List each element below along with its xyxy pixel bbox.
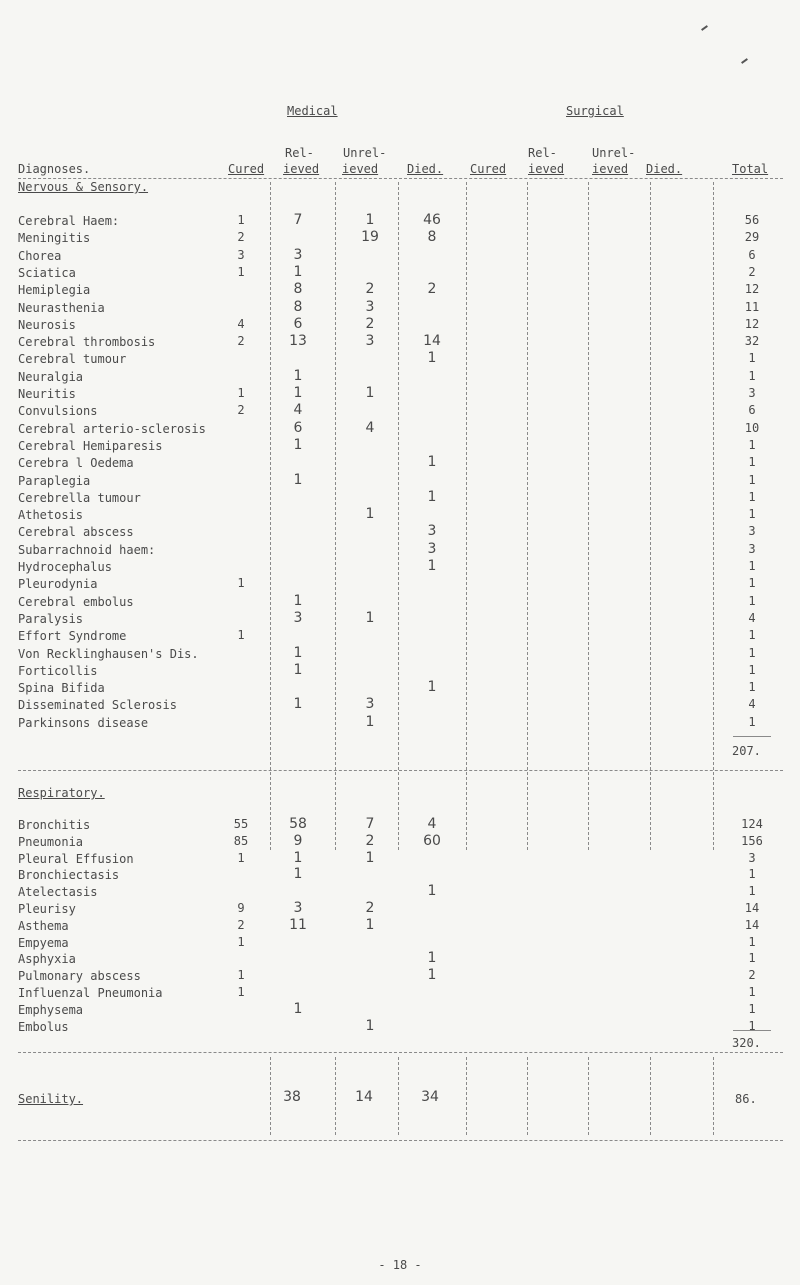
cell-total: 1 (748, 884, 756, 899)
cell-rel: 1 (293, 696, 303, 713)
col-divider (650, 1057, 651, 1135)
cell-unrel: 1 (365, 506, 375, 523)
diagnosis-name: Neuritis (18, 387, 76, 401)
cell-total: 4 (748, 697, 756, 712)
cell-total: 1 (748, 489, 756, 504)
cell-died: 1 (427, 350, 437, 367)
section-title-senility: Senility. (18, 1092, 84, 1106)
diagnosis-name: Pneumonia (18, 834, 84, 849)
diagnosis-name: Sciatica (18, 265, 76, 280)
cell-cured: 2 (237, 403, 245, 418)
cell-cured: 1 (237, 213, 245, 227)
cell-total: 4 (748, 610, 756, 625)
cell-rel: 58 (289, 816, 307, 832)
diagnosis-name: Paraplegia (18, 473, 91, 488)
cell-unrel: 1 (365, 609, 375, 626)
s-col-unrelieved-bottom: ieved (592, 162, 629, 176)
col-divider (713, 182, 714, 850)
cell-rel: 1 (293, 385, 303, 401)
cell-unrel: 1 (365, 1017, 375, 1034)
diagnosis-name: Neurosis (18, 317, 76, 332)
cell-unrel: 19 (361, 229, 379, 246)
diagnosis-name: Disseminated Sclerosis (18, 698, 177, 713)
diagnosis-name: Cerebral abscess (18, 525, 134, 540)
diagnosis-name: Subarrachnoid haem: (18, 542, 156, 557)
cell-cured: 1 (237, 985, 245, 999)
cell-total: 1 (748, 368, 756, 383)
diagnosis-name: Hemiplegia (18, 283, 91, 298)
col-total: Total (732, 162, 769, 176)
diagnosis-name: Cerebral arterio-sclerosis (18, 421, 206, 436)
cell-died: 4 (427, 816, 437, 832)
diagnosis-name: Pleurodynia (18, 577, 98, 592)
section-title-respiratory: Respiratory. (18, 786, 105, 800)
diagnosis-name: Cerebra l Oedema (18, 456, 134, 471)
col-divider (588, 182, 589, 850)
cell-cured: 1 (237, 850, 245, 865)
subtotal-rule (733, 736, 771, 737)
cell-total: 2 (748, 968, 756, 983)
cell-cured: 4 (237, 316, 245, 331)
senility-total: 86. (735, 1092, 757, 1106)
cell-cured: 1 (237, 576, 245, 591)
cell-total: 14 (744, 917, 760, 932)
cell-total: 1 (748, 455, 756, 470)
diagnosis-name: Cerebral thrombosis (18, 335, 156, 350)
s-col-relieved-bottom: ieved (528, 162, 565, 176)
diagnosis-name: Von Recklinghausen's Dis. (18, 646, 199, 661)
col-divider (466, 182, 467, 850)
diagnosis-name: Cerebral embolus (18, 594, 134, 609)
cell-total: 1 (748, 985, 756, 999)
header-rule (18, 178, 783, 179)
col-divider (335, 1057, 336, 1135)
cell-died: 1 (427, 883, 437, 900)
diagnosis-name: Bronchitis (18, 818, 91, 832)
cell-rel: 6 (293, 419, 303, 436)
cell-cured: 55 (233, 817, 249, 831)
cell-unrel: 4 (365, 419, 375, 436)
col-relieved-top: Rel- (285, 146, 314, 160)
diagnosis-name: Influenzal Pneumonia (18, 986, 163, 1000)
diagnosis-name: Pleurisy (18, 902, 76, 916)
cell-cured: 2 (237, 334, 245, 349)
diagnosis-name: Atelectasis (18, 885, 98, 900)
col-divider (270, 1057, 271, 1135)
section-title-nervous: Nervous & Sensory. (18, 180, 149, 194)
diagnosis-name: Empyema (18, 935, 69, 950)
cell-total: 1 (748, 472, 756, 487)
diagnosis-name: Effort Syndrome (18, 629, 127, 644)
cell-rel: 6 (293, 315, 303, 332)
cell-unrel: 2 (365, 281, 375, 298)
cell-cured: 1 (237, 628, 245, 643)
s-col-cured: Cured (470, 162, 507, 176)
cell-total: 3 (748, 386, 756, 400)
diagnosis-name: Paralysis (18, 611, 84, 626)
cell-cured: 2 (237, 917, 245, 932)
section-rule (18, 770, 783, 771)
diagnosis-name: Asthema (18, 918, 69, 933)
cell-total: 14 (744, 901, 760, 915)
diagnosis-name: Pleural Effusion (18, 851, 134, 866)
cell-rel: 8 (293, 298, 303, 315)
cell-total: 1 (748, 559, 756, 573)
cell-rel: 7 (293, 212, 303, 228)
cell-total: 1 (748, 951, 756, 966)
cell-total: 1 (748, 593, 756, 608)
nervous-subtotal: 207. (732, 744, 761, 758)
cell-died: 3 (427, 540, 437, 557)
diagnosis-name: Spina Bifida (18, 681, 105, 696)
cell-rel: 4 (293, 402, 303, 419)
cell-total: 1 (748, 437, 756, 452)
cell-unrel: 3 (365, 696, 375, 713)
cell-rel: 1 (293, 436, 303, 453)
senility-died: 34 (421, 1089, 439, 1105)
cell-died: 1 (427, 679, 437, 696)
cell-total: 1 (748, 507, 756, 522)
diagnosis-name: Cerebral tumour (18, 352, 127, 367)
cell-rel: 3 (293, 246, 303, 263)
cell-total: 12 (744, 282, 760, 297)
cell-unrel: 1 (365, 212, 375, 228)
col-divider (713, 1057, 714, 1135)
cell-died: 1 (427, 967, 437, 984)
cell-total: 10 (744, 420, 760, 435)
diagnosis-name: Convulsions (18, 404, 98, 419)
diagnosis-name: Hydrocephalus (18, 560, 112, 574)
cell-died: 2 (427, 281, 437, 298)
cell-total: 11 (744, 299, 760, 314)
cell-unrel: 1 (365, 849, 375, 866)
cell-rel: 1 (293, 644, 303, 661)
diagnosis-name: Cerebral Haem: (18, 214, 120, 228)
cell-died: 60 (423, 832, 441, 849)
col-divider (527, 1057, 528, 1135)
diagnoses-heading: Diagnoses. (18, 162, 91, 176)
cell-total: 124 (741, 817, 763, 831)
cell-unrel: 1 (365, 385, 375, 401)
diagnosis-name: Chorea (18, 248, 62, 263)
cell-died: 1 (427, 488, 437, 505)
col-relieved-bottom: ieved (283, 162, 320, 176)
cell-total: 1 (748, 351, 756, 366)
cell-total: 1 (748, 645, 756, 660)
cell-rel: 1 (293, 471, 303, 488)
subtotal-rule (733, 1030, 771, 1031)
cell-rel: 3 (293, 609, 303, 626)
col-divider (335, 182, 336, 850)
col-divider (588, 1057, 589, 1135)
cell-unrel: 1 (365, 916, 375, 933)
col-unrelieved-bottom: ieved (342, 162, 379, 176)
cell-total: 29 (744, 230, 760, 245)
cell-rel: 9 (293, 832, 303, 849)
diagnosis-name: Neurasthenia (18, 300, 105, 315)
s-col-unrelieved-top: Unrel- (592, 146, 636, 160)
cell-cured: 85 (233, 833, 249, 848)
cell-total: 156 (741, 833, 763, 848)
diagnosis-name: Bronchiectasis (18, 868, 120, 883)
cell-unrel: 2 (365, 832, 375, 849)
cell-unrel: 2 (365, 900, 375, 916)
group-surgical-heading: Surgical (566, 104, 624, 118)
cell-died: 1 (427, 950, 437, 967)
col-unrelieved-top: Unrel- (343, 146, 387, 160)
cell-cured: 1 (237, 934, 245, 949)
cell-died: 14 (423, 333, 441, 350)
cell-total: 3 (748, 541, 756, 556)
cell-total: 1 (748, 576, 756, 591)
group-medical-heading: Medical (287, 104, 338, 118)
cell-rel: 8 (293, 281, 303, 298)
cell-rel: 1 (293, 661, 303, 678)
s-col-relieved-top: Rel- (528, 146, 557, 160)
cell-rel: 1 (293, 1000, 303, 1017)
section-rule (18, 1052, 783, 1053)
col-cured: Cured (228, 162, 265, 176)
diagnosis-name: Parkinsons disease (18, 715, 149, 730)
diagnosis-name: Cerebral Hemiparesis (18, 438, 163, 453)
col-divider (466, 1057, 467, 1135)
cell-died: 1 (427, 454, 437, 471)
cell-total: 2 (748, 264, 756, 279)
cell-total: 1 (748, 1018, 756, 1033)
page-number: - 18 - (378, 1258, 422, 1272)
cell-total: 12 (744, 316, 760, 331)
col-died: Died. (407, 162, 444, 176)
cell-unrel: 3 (365, 333, 375, 350)
cell-rel: 1 (293, 849, 303, 866)
cell-total: 1 (748, 867, 756, 882)
cell-unrel: 2 (365, 315, 375, 332)
cell-died: 46 (423, 212, 441, 228)
cell-total: 1 (748, 662, 756, 677)
cell-rel: 1 (293, 367, 303, 384)
cell-unrel: 3 (365, 298, 375, 315)
cell-total: 6 (748, 403, 756, 418)
diagnosis-name: Athetosis (18, 508, 84, 523)
cell-total: 32 (744, 334, 760, 349)
cell-total: 3 (748, 524, 756, 539)
bottom-rule (18, 1140, 783, 1141)
cell-unrel: 1 (365, 713, 375, 730)
diagnosis-name: Embolus (18, 1019, 69, 1034)
cell-unrel: 7 (365, 816, 375, 832)
diagnosis-name: Asphyxia (18, 952, 76, 967)
cell-total: 6 (748, 247, 756, 262)
diagnosis-name: Forticollis (18, 663, 98, 678)
cell-total: 56 (744, 213, 760, 227)
cell-cured: 9 (237, 901, 245, 915)
diagnosis-name: Meningitis (18, 231, 91, 246)
senility-relieved: 38 (283, 1089, 301, 1105)
cell-total: 1 (748, 680, 756, 695)
col-divider (270, 182, 271, 850)
pen-mark (701, 25, 708, 31)
pen-mark (741, 58, 748, 64)
s-col-died: Died. (646, 162, 683, 176)
cell-died: 1 (427, 558, 437, 574)
cell-cured: 1 (237, 386, 245, 400)
col-divider (398, 1057, 399, 1135)
cell-cured: 1 (237, 264, 245, 279)
cell-rel: 1 (293, 866, 303, 883)
cell-total: 3 (748, 850, 756, 865)
cell-total: 1 (748, 714, 756, 729)
cell-rel: 1 (293, 592, 303, 609)
cell-total: 1 (748, 1001, 756, 1016)
col-divider (650, 182, 651, 850)
diagnosis-name: Cerebrella tumour (18, 490, 141, 505)
cell-rel: 3 (293, 900, 303, 916)
senility-unrelieved: 14 (355, 1089, 373, 1105)
col-divider (527, 182, 528, 850)
cell-rel: 13 (289, 333, 307, 350)
cell-cured: 1 (237, 968, 245, 983)
diagnosis-name: Neuralgia (18, 369, 84, 384)
diagnosis-name: Pulmonary abscess (18, 969, 141, 984)
cell-total: 1 (748, 628, 756, 643)
cell-rel: 1 (293, 263, 303, 280)
cell-rel: 11 (289, 916, 307, 933)
cell-cured: 2 (237, 230, 245, 245)
cell-died: 8 (427, 229, 437, 246)
cell-died: 3 (427, 523, 437, 540)
cell-cured: 3 (237, 247, 245, 262)
cell-total: 1 (748, 934, 756, 949)
diagnosis-name: Emphysema (18, 1002, 84, 1017)
respiratory-subtotal: 320. (732, 1036, 761, 1050)
